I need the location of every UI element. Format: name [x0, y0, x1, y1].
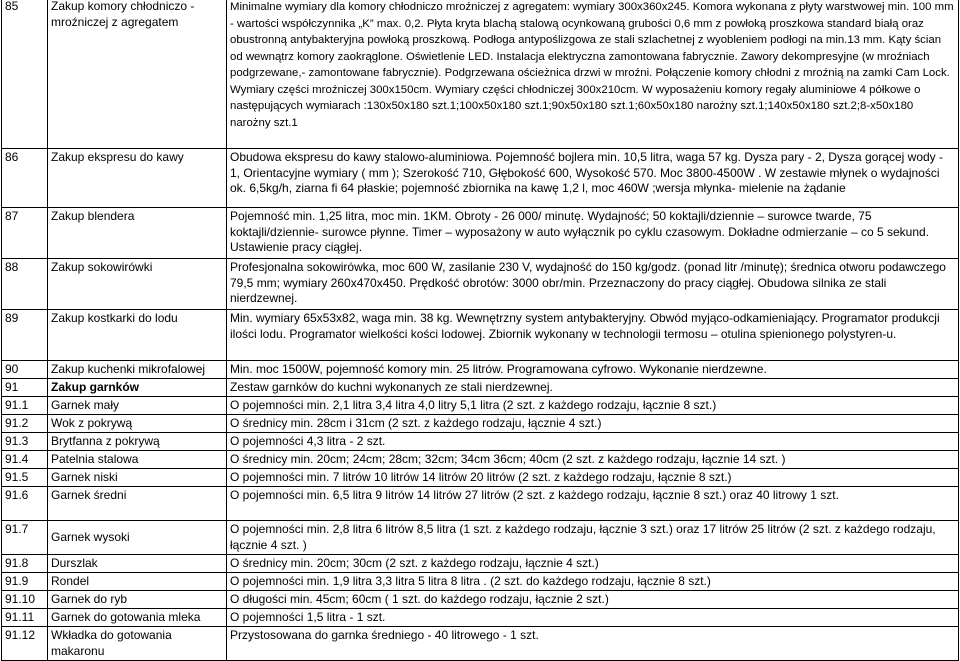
item-name: Durszlak: [48, 555, 227, 573]
item-description: O pojemności min. 6,5 litra 9 litrów 14 litrów 27 litrów (2 szt. z każdego rodzaju, łącznie 8 szt.) oraz 40 litrowy 1 szt.: [227, 487, 959, 521]
row-number: 89: [2, 310, 48, 361]
item-name: Wok z pokrywą: [48, 415, 227, 433]
item-name: Zakup sokowirówki: [48, 259, 227, 310]
table-row: [2, 609, 959, 627]
item-description: O średnicy min. 28cm i 31cm (2 szt. z każdego rodzaju, łącznie 4 szt.): [227, 415, 959, 433]
table-row: [2, 433, 959, 451]
table-row: [2, 469, 959, 487]
item-description: O pojemności min. 7 litrów 10 litrów 14 litrów 20 litrów (2 szt. z każdego rodzaju, łącznie 8 szt.): [227, 469, 959, 487]
row-number: 91.2: [2, 415, 48, 433]
item-description: Min. moc 1500W, pojemność komory min. 25 litrów. Programowana cyfrowo. Wykonanie nierdzewne.: [227, 361, 959, 379]
row-number: 91.9: [2, 573, 48, 591]
row-number: 91.8: [2, 555, 48, 573]
item-description: Min. wymiary 65x53x82, waga min. 38 kg. Wewnętrzny system antybakteryjny. Obwód myjąco-odkamieniający. Programator produkcji ilości lodu. Programator wielkości kości lodowej. Zbiornik wykonany w technologii termosu – otulina spienionego polystyren-u.: [227, 310, 959, 361]
item-name: Garnek średni: [48, 487, 227, 521]
table-row: [2, 379, 959, 397]
item-description: O pojemności min. 2,8 litra 6 litrów 8,5 litra (1 szt. z każdego rodzaju, łącznie 3 szt.) oraz 17 litrów 25 litrów (2 szt. z każdego rodzaju, łącznie 4 szt. ): [227, 521, 959, 555]
item-name: Zakup ekspresu do kawy: [48, 149, 227, 208]
table-row: [2, 310, 959, 361]
item-description: Pojemność min. 1,25 litra, moc min. 1KM. Obroty - 26 000/ minutę. Wydajność; 50 koktajli/dziennie – surowce twarde, 75 koktajli/dziennie- surowce płynne. Timer – wyposażony w auto wyłącznik po cyklu czasowym. Dokładne odmierzanie – co 5 sekund. Ustawienie pracy ciągłej.: [227, 208, 959, 259]
table-row: [2, 451, 959, 469]
item-description: O pojemności min. 1,9 litra 3,3 litra 5 litra 8 litra . (2 szt. do każdego rodzaju, łącznie 8 szt.): [227, 573, 959, 591]
row-number: 91.4: [2, 451, 48, 469]
table-row: [2, 415, 959, 433]
item-name: Rondel: [48, 573, 227, 591]
item-description: Profesjonalna sokowirówka, moc 600 W, zasilanie 230 V, wydajność do 150 kg/godz. (ponad litr /minutę); średnica otworu podawczego 79,5 mm; wymiary 260x470x450. Prędkość obrotów: 3000 obr/min. Przeznaczony do pracy ciągłej. Obudowa silnika ze stali nierdzewnej.: [227, 259, 959, 310]
row-number: 91.1: [2, 397, 48, 415]
item-description: O pojemności 4,3 litra - 2 szt.: [227, 433, 959, 451]
item-name: Garnek niski: [48, 469, 227, 487]
item-name: Zakup kostkarki do lodu: [48, 310, 227, 361]
table-row: [2, 208, 959, 259]
specification-table: [1, 0, 959, 661]
table-row: [2, 555, 959, 573]
table-row: [2, 259, 959, 310]
item-name: Garnek do gotowania mleka: [48, 609, 227, 627]
table-row: [2, 591, 959, 609]
item-name: Garnek mały: [48, 397, 227, 415]
item-name: Brytfanna z pokrywą: [48, 433, 227, 451]
row-number: 87: [2, 208, 48, 259]
item-description: Zestaw garnków do kuchni wykonanych ze stali nierdzewnej.: [227, 379, 959, 397]
table-row: [2, 397, 959, 415]
item-description: O średnicy min. 20cm; 30cm (2 szt. z każdego rodzaju, łącznie 4 szt.): [227, 555, 959, 573]
row-number: 88: [2, 259, 48, 310]
row-number: 85: [2, 0, 48, 149]
table-row: [2, 361, 959, 379]
item-name: Zakup komory chłodniczo - mroźniczej z agregatem: [48, 0, 227, 149]
item-description: Przystosowana do garnka średniego - 40 litrowego - 1 szt.: [227, 627, 959, 661]
table-row: [2, 573, 959, 591]
item-name: Garnek do ryb: [48, 591, 227, 609]
item-description: O pojemności min. 2,1 litra 3,4 litra 4,0 litry 5,1 litra (2 szt. z każdego rodzaju, łącznie 8 szt.): [227, 397, 959, 415]
row-number: 86: [2, 149, 48, 208]
item-name: Garnek wysoki: [48, 521, 227, 555]
item-description: Obudowa ekspresu do kawy stalowo-aluminiowa. Pojemność bojlera min. 10,5 litra, waga 57 kg. Dysza pary - 2, Dysza gorącej wody - 1, Orientacyjne wymiary ( mm ); Szerokość 710, Głębokość 600, Wysokość 570. Moc 3800-4500W . W zestawie młynek o wydajności ok. 6,5kg/h, ziarna fi 64 płaskie; pojemność zbiornika na kawę 1,2 l, moc 460W ;wersja młynka- mielenie na żądanie: [227, 149, 959, 208]
item-description: Minimalne wymiary dla komory chłodniczo mroźniczej z agregatem: wymiary 300x360x245. Komora wykonana z płyty warstwowej min. 100 mm - wartości współczynnika „K” max. 0,2. Płyta kryta blachą stalową ocynkowaną grubości 0,6 mm z powłoką proszkowa standard białą oraz obustronną antybakteryjna powłoką proszkową. Podłoga antypoślizgowa ze stali szlachetnej z wyobleniem podłogi na min.13 mm. Kąty ścian od wewnątrz komory zaokrąglone. Oświetlenie LED. Instalacja elektryczna zamontowana fabrycznie. Zawory dekompresyjne (w mroźniach podgrzewane,- zamontowane fabrycznie). Podgrzewana ościeżnica drzwi w mroźni. Połączenie komory chłodni z mroźnią na zamki Cam Lock. Wymiary części mroźniczej 300x150cm. Wymiary części chłodniczej 300x210cm. W wyposażeniu komory regały aluminiowe 4 półkowe o następujących wymiarach :130x50x180 szt.1;100x50x180 szt.1;90x50x180 szt.1;60x50x180 narożny szt.1;140x50x180 szt.2;8-x50x180 narożny szt.1: [227, 0, 959, 149]
table-row: [2, 0, 959, 149]
table-row: [2, 521, 959, 555]
row-number: 90: [2, 361, 48, 379]
row-number: 91.11: [2, 609, 48, 627]
item-name: Zakup garnków: [48, 379, 227, 397]
item-description: O długości min. 45cm; 60cm ( 1 szt. do każdego rodzaju, łącznie 2 szt.): [227, 591, 959, 609]
item-name: Zakup kuchenki mikrofalowej: [48, 361, 227, 379]
item-name: Wkładka do gotowania makaronu: [48, 627, 227, 661]
row-number: 91.3: [2, 433, 48, 451]
row-number: 91: [2, 379, 48, 397]
row-number: 91.10: [2, 591, 48, 609]
table-row: [2, 149, 959, 208]
item-description: O średnicy min. 20cm; 24cm; 28cm; 32cm; 34cm 36cm; 40cm (2 szt. z każdego rodzaju, łącznie 14 szt. ): [227, 451, 959, 469]
item-description: O pojemności 1,5 litra - 1 szt.: [227, 609, 959, 627]
table-row: [2, 487, 959, 521]
item-name: Patelnia stalowa: [48, 451, 227, 469]
table-row: [2, 627, 959, 661]
row-number: 91.12: [2, 627, 48, 661]
row-number: 91.5: [2, 469, 48, 487]
row-number: 91.6: [2, 487, 48, 521]
item-name: Zakup blendera: [48, 208, 227, 259]
row-number: 91.7: [2, 521, 48, 555]
